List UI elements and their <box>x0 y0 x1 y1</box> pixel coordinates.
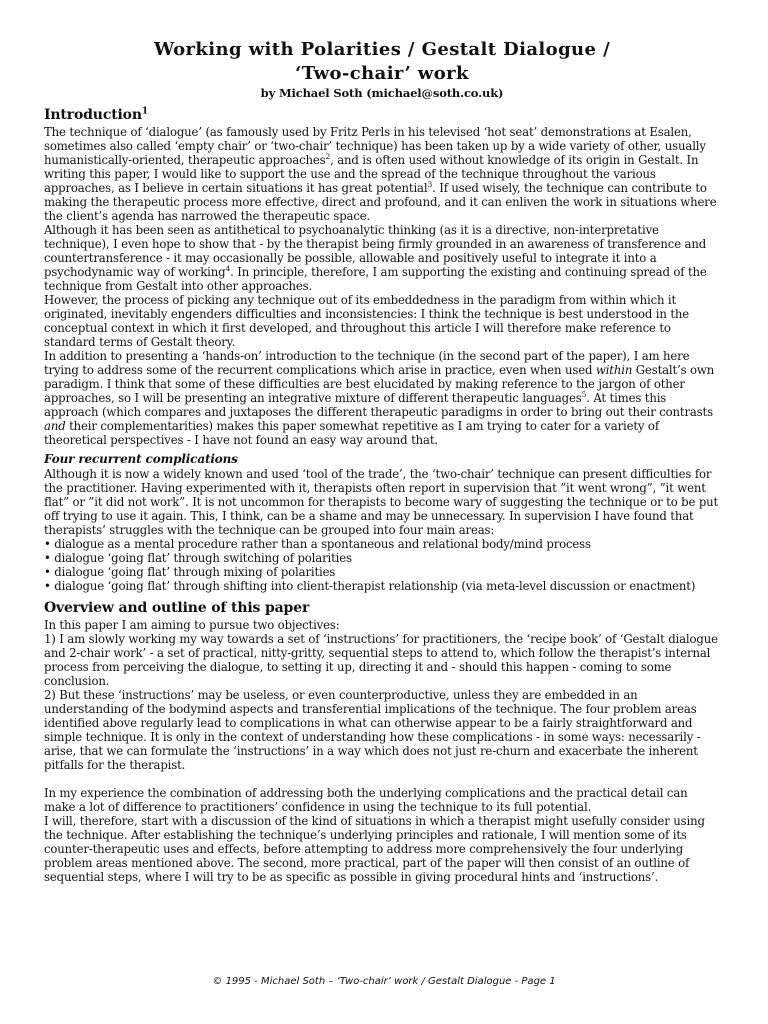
footnote-ref: 1 <box>141 106 149 117</box>
overview-paragraph-3: In my experience the combination of addressing both the underlying complications and the practical detail can make a lot of difference to practitioners’ confidence in using the technique to its full potential. <box>44 786 688 814</box>
title-line-2: ‘Two-chair’ work <box>295 63 469 84</box>
list-item: • dialogue as a mental procedure rather than a spontaneous and relational body/mind process <box>44 537 591 551</box>
intro-paragraph-1: The technique of ‘dialogue’ (as famously used by Fritz Perls in his televised ‘hot seat’ demonstrations at Esalen, sometimes also called ‘empty chair’ or ‘two-chair’ technique) has been taken up by a wide variety of other, usually humanistically-oriented, therapeutic approaches$^2$, and is often used without knowledge of its origin in Gestalt. In writing this paper, I would like to support the use and the spread of the technique throughout the various approaches, as I believe in certain situations it has great potential$^3$. If used wisely, the technique can contribute to making the therapeutic process more effective, direct and profound, and it can enliven the work in situations where the client’s agenda has narrowed the therapeutic space. <box>44 125 717 223</box>
footnote-ref: 2 <box>325 152 331 162</box>
overview-objective-2: 2) But these ‘instructions’ may be useless, or even counterproductive, unless they are embedded in an understanding of the bodymind aspects and transferential implications of the technique. The four problem areas identified above regularly lead to complications in what can otherwise appear to be a fairly straightforward and simple technique. It is only in the context of understanding how these complications - in some ways: necessarily - arise, that we can formulate the ‘instructions’ in a way which does not just re-churn and exacerbate the inherent pitfalls for the therapist. <box>44 688 701 772</box>
intro-paragraph-3: However, the process of picking any technique out of its embeddedness in the paradigm from within which it originated, inevitably engenders difficulties and inconsistencies: I think the technique is best understood in the conceptual context in which it first developed, and throughout this article I will therefore make reference to standard terms of Gestalt theory. <box>44 293 690 349</box>
overview-paragraph-0: In this paper I am aiming to pursue two objectives: <box>44 618 340 632</box>
list-item: • dialogue ‘going flat’ through switching of polarities <box>44 551 352 565</box>
footnote-ref: 4 <box>225 264 231 274</box>
document-page <box>44 38 720 884</box>
page-footer: © 1995 - Michael Soth – ‘Two-chair’ work / Gestalt Dialogue - Page 1 <box>212 976 556 987</box>
intro-paragraph-2: Although it has been seen as antithetical to psychoanalytic thinking (as it is a directive, non-interpretative technique), I even hope to show that - by the therapist being firmly grounded in an awareness of transference and countertransference - it may occasionally be possible, allowable and positively useful to integrate it into a psychodynamic way of working$^4$. In principle, therefore, I am supporting the existing and continuing spread of the technique from Gestalt into other approaches. <box>44 223 707 293</box>
complications-paragraph: Although it is now a widely known and used ‘tool of the trade’, the ‘two-chair’ technique can present difficulties for the practitioner. Having experimented with it, therapists often report in supervision that ”it went wrong”, ”it went flat” or ”it did not work”. It is not uncommon for therapists to become wary of suggesting the technique or to be put off trying to use it again. This, I think, can be a shame and may be unnecessary. In supervision I have found that therapists’ struggles with the technique can be grouped into four main areas: <box>44 467 719 537</box>
list-item: • dialogue ‘going flat’ through mixing of polarities <box>44 565 336 579</box>
author-byline: by Michael Soth (michael@soth.co.uk) <box>260 86 504 100</box>
footnote-ref: 3 <box>427 180 433 190</box>
paragraph-gap <box>44 772 720 786</box>
footnote-ref: 5 <box>581 390 587 400</box>
overview-paragraph-4: I will, therefore, start with a discussion of the kind of situations in which a therapist might usefully consider using the technique. After establishing the technique’s underlying principles and rationale, I will mention some of its counter-therapeutic uses and effects, before attempting to address more comprehensively the four underlying problem areas mentioned above. The second, more practical, part of the paper will then consist of an outline of sequential steps, where I will try to be as specific as possible in giving procedural hints and ‘instructions’. <box>44 814 705 884</box>
intro-paragraph-4: In addition to presenting a ‘hands-on’ introduction to the technique (in the second part of the paper), I am here trying to address some of the recurrent complications which arise in practice, even when used within Gestalt’s own paradigm. I think that some of these difficulties are best elucidated by making reference to the jargon of other approaches, so I will be presenting an integrative mixture of different therapeutic languages$^5$. At times this approach (which compares and juxtaposes the different therapeutic paradigms in order to bring out their contrasts and their complementarities) makes this paper somewhat repetitive as I am trying to cater for a variety of theoretical perspectives - I have not found an easy way around that. <box>44 349 715 447</box>
title-line-1: Working with Polarities / Gestalt Dialogue / <box>153 39 611 60</box>
document-title <box>44 38 720 86</box>
overview-heading: Overview and outline of this paper <box>44 600 310 616</box>
list-item: • dialogue ‘going flat’ through shifting into client-therapist relationship (via meta-level discussion or enactment) <box>44 579 696 593</box>
introduction-heading: Introduction$^1$ <box>44 106 149 123</box>
overview-objective-1: 1) I am slowly working my way towards a set of ‘instructions’ for practitioners, the ‘recipe book’ of ‘Gestalt dialogue and 2-chair work’ - a set of practical, nitty-gritty, sequential steps to attend to, which follow the therapist’s internal process from perceiving the dialogue, to setting it up, directing it and - should this happen - coming to some conclusion. <box>44 632 718 688</box>
complications-heading: Four recurrent complications <box>44 452 238 466</box>
